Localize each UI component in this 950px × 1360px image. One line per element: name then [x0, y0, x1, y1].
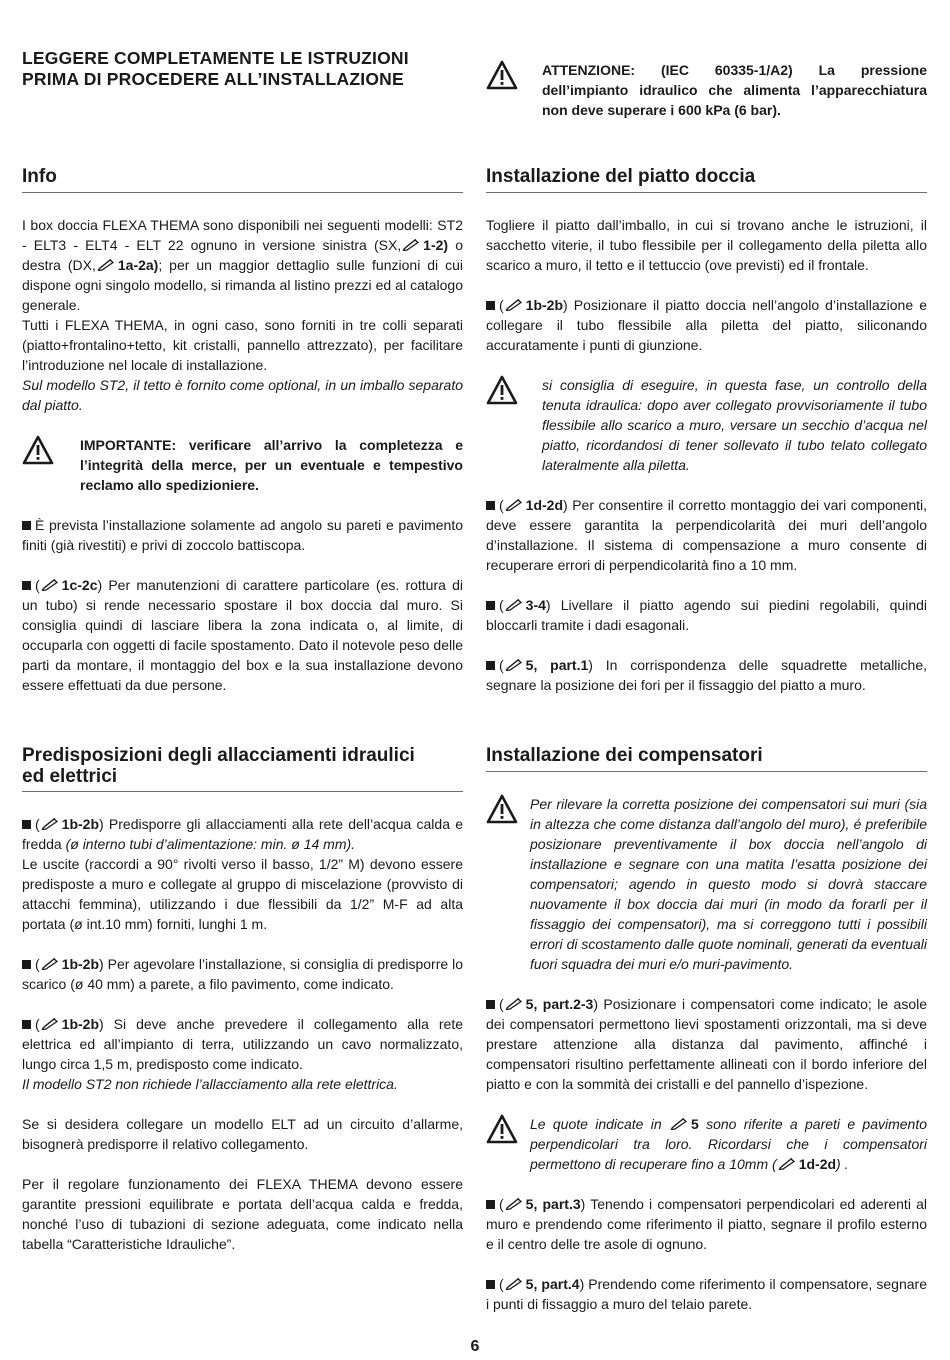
- main-instruction-heading: [22, 48, 467, 90]
- info-paragraph-packages: Tutti i FLEXA THEMA, in ogni caso, sono forniti in tre colli separati (piatto+frontalino+tetto, kit cristalli, pannello attrezzato), per facilitare l’introduzione nel locale di installazione.: [22, 317, 463, 373]
- pencil-reference-icon: [505, 997, 523, 1010]
- compensators-mark-profile: ( 5, part.3) Tenendo i compensatori perpendicolari ed aderenti al muro e prendendo come riferimento il piatto, segnare il profilo esterno e il centro delle tre asole di ognuno.: [486, 1196, 927, 1252]
- pencil-reference-icon: [41, 817, 59, 830]
- info-paragraph-st2: Sul modello ST2, il tetto è fornito come optional, in un imballo separato dal piatto.: [22, 377, 463, 413]
- square-bullet-icon: [22, 521, 31, 530]
- shower-tray-unpack: Togliere il piatto dall’imballo, in cui si trovano anche le istruzioni, il sacchetto viterie, il tubo flessibile per il collegamento della piletta allo scarico a muro, il tetto e il tettuccio (ove previsti) ed il frontale.: [486, 217, 927, 273]
- compensators-place: ( 5, part.2-3) Posizionare i compensatori come indicato; le asole dei compensatori permettono lievi spostamenti orizzontali, ma si deve prestare attenzione alla distanza dal pavimento, affinché i compensatori risultino perfettamente allineati con il bordo inferiore del piatto e con la sommità dei cristalli e del pannello d’ispezione.: [486, 996, 927, 1092]
- info-paragraph-maintenance: ( 1c-2c) Per manutenzioni di carattere particolare (es. rottura di un tubo) si rende necessario spostare il box doccia dal muro. Si consiglia quindi di lasciare libera la zona indicata o, al limite, di occuparla con oggetti di facile spostamento. Dato il notevole peso delle parti da montare, il montaggio del box e la sua installazione devono essere effettuati da due persone.: [22, 577, 463, 693]
- important-warning-text: IMPORTANTE: verificare all’arrivo la completezza e l’integrità della merce, per un eventuale e tempestivo reclamo allo spedizioniere.: [80, 437, 463, 493]
- connections-electric: ( 1b-2b) Si deve anche prevedere il collegamento alla rete elettrica ed all’impianto di terra, utilizzando un cavo normalizzato, lungo circa 1,5 m, predisposto come indicato.: [22, 1016, 463, 1072]
- compensators-position-warning-text: Per rilevare la corretta posizione dei compensatori sui muri (sia in altezza che come distanza dall’angolo del muro), é preferibile posizionare preventivamente il box doccia nell’angolo di installazione e segnare con una matita l’esatta posizione dei compensatori; agendo in questo modo si dovrà staccare nuovamente il box doccia dai muri (in modo da forarli per il fissaggio dei compensatori), ma si correggono tutti i possibili errori di scostamento dalle quote nominali, generati da eventuali fuori squadra dei muri e/o muri-pavimento.: [530, 796, 927, 972]
- square-bullet-icon: [22, 820, 31, 829]
- pressure-warning-text: ATTENZIONE: (IEC 60335-1/A2) La pressione dell’impianto idraulico che alimenta l’apparecchiatura non deve superare i 600 kPa (6 bar).: [542, 62, 927, 118]
- connections-st2-note: Il modello ST2 non richiede l’allacciamento alla rete elettrica.: [22, 1076, 398, 1092]
- shower-tray-level: ( 3-4) Livellare il piatto agendo sui piedini regolabili, quindi bloccarli tramite i dadi esagonali.: [486, 597, 927, 633]
- square-bullet-icon: [22, 960, 31, 969]
- shower-tray-perpendicular: ( 1d-2d) Per consentire il corretto montaggio dei vari componenti, deve essere garantita la perpendicolarità dei muri dell’angolo d’installazione. Il sistema di compensazione a muro consente di recuperare errori di perpendicolarità fino a 10 mm.: [486, 497, 927, 573]
- warning-triangle-icon: [486, 60, 522, 92]
- shower-tray-position: ( 1b-2b) Posizionare il piatto doccia nell’angolo d’installazione e collegare il tubo flessibile alla piletta del piatto, siliconando accuratamente i punti di giunzione.: [486, 297, 927, 353]
- pencil-reference-icon: [505, 1277, 523, 1290]
- pencil-reference-icon: [670, 1117, 688, 1130]
- pencil-reference-icon: [41, 957, 59, 970]
- pencil-reference-icon: [505, 298, 523, 311]
- square-bullet-icon: [486, 601, 495, 610]
- shower-tray-section: [486, 166, 927, 695]
- square-bullet-icon: [486, 1200, 495, 1209]
- warning-triangle-icon: [486, 375, 522, 407]
- pencil-reference-icon: [505, 1197, 523, 1210]
- info-paragraph-models: I box doccia FLEXA THEMA sono disponibili nei seguenti modelli: ST2 - ELT3 - ELT4 - ELT 22 ognuno in versione sinistra (SX, 1-2) o destra (DX, 1a-2a); per un maggior dettaglio sulle funzioni di cui dispone ogni singolo modello, si rimanda al listino prezzi ed al catalogo generale.: [22, 217, 463, 313]
- connections-section: [22, 745, 463, 1254]
- square-bullet-icon: [486, 1280, 495, 1289]
- pencil-reference-icon: [778, 1157, 796, 1170]
- connections-drain: ( 1b-2b) Per agevolare l’installazione, si consiglia di predisporre lo scarico (ø 40 mm) a parete, a filo pavimento, come indicato.: [22, 956, 463, 992]
- connections-water: ( 1b-2b) Predisporre gli allacciamenti alla rete dell’acqua calda e fredda (ø interno tubi d’alimentazione: min. ø 14 mm).: [22, 816, 463, 852]
- compensators-title: Installazione dei compensatori: [486, 745, 927, 772]
- pencil-reference-icon: [97, 258, 115, 271]
- pencil-reference-icon: [41, 1017, 59, 1030]
- connections-title: Predisposizioni degli allacciamenti idraulici ed elettrici: [22, 745, 463, 792]
- pressure-warning: [486, 60, 927, 120]
- compensators-section: [486, 745, 927, 1314]
- shower-tray-holes: ( 5, part.1) In corrispondenza delle squadrette metalliche, segnare la posizione dei fori per il fissaggio del piatto a muro.: [486, 657, 927, 693]
- leak-test-warning-text: si consiglia di eseguire, in questa fase, un controllo della tenuta idraulica: dopo aver collegato provvisoriamente il tubo flessibile allo scarico a muro, versare un secchio d’acqua nel piatto, ricordandosi di tener sollevato il tubo telato collegato lateralmente alla piletta.: [542, 377, 927, 473]
- main-instruction-line2: PRIMA DI PROCEDERE ALL’INSTALLAZIONE: [22, 69, 404, 89]
- page-number: 6: [470, 1338, 480, 1355]
- pencil-reference-icon: [41, 578, 59, 591]
- compensators-position-warning: [486, 794, 927, 974]
- square-bullet-icon: [486, 301, 495, 310]
- connections-alarm: Se si desidera collegare un modello ELT ad un circuito d’allarme, bisognerà predisporre il relativo collegamento.: [22, 1116, 463, 1152]
- main-instruction-line1: LEGGERE COMPLETAMENTE LE ISTRUZIONI: [22, 48, 409, 68]
- info-section: [22, 166, 463, 695]
- square-bullet-icon: [486, 501, 495, 510]
- pencil-reference-icon: [505, 658, 523, 671]
- warning-triangle-icon: [486, 1114, 522, 1146]
- square-bullet-icon: [22, 1020, 31, 1029]
- compensators-quote-warning-text: Le quote indicate in 5 sono riferite a pareti e pavimento perpendicolari tra loro. Ricordarsi che i compensatori permettono di recuperare fino a 10mm ( 1d-2d) .: [530, 1116, 928, 1172]
- square-bullet-icon: [22, 581, 31, 590]
- pencil-reference-icon: [402, 238, 420, 251]
- important-warning: [22, 435, 463, 495]
- pencil-reference-icon: [505, 498, 523, 511]
- warning-triangle-icon: [22, 435, 58, 467]
- square-bullet-icon: [486, 1000, 495, 1009]
- pencil-reference-icon: [505, 598, 523, 611]
- compensators-quote-warning: [486, 1114, 927, 1174]
- warning-triangle-icon: [486, 794, 522, 826]
- leak-test-warning: [486, 375, 927, 475]
- compensators-mark-frame: ( 5, part.4) Prendendo come riferimento il compensatore, segnare i punti di fissaggio a muro del telaio parete.: [486, 1276, 927, 1312]
- shower-tray-title: Installazione del piatto doccia: [486, 166, 927, 193]
- square-bullet-icon: [486, 661, 495, 670]
- info-paragraph-corner: È prevista l’installazione solamente ad angolo su pareti e pavimento finiti (già rivestiti) e privi di zoccolo battiscopa.: [22, 517, 463, 553]
- connections-outlets: Le uscite (raccordi a 90° rivolti verso il basso, 1/2” M) devono essere predisposte a muro e collegate al gruppo di miscelazione (provvisto di attacchi femmina), utilizzando i due flessibili da 1/2” M-F ad alta portata (ø int.10 mm) forniti, lunghi 1 m.: [22, 856, 463, 932]
- info-title: Info: [22, 166, 463, 193]
- connections-pressure: Per il regolare funzionamento dei FLEXA THEMA devono essere garantite pressioni equilibrate e portata dell’acqua calda e fredda, nonché l’uso di tubazioni di sezione adeguata, come indicato nella tabella “Caratteristiche Idrauliche”.: [22, 1176, 463, 1252]
